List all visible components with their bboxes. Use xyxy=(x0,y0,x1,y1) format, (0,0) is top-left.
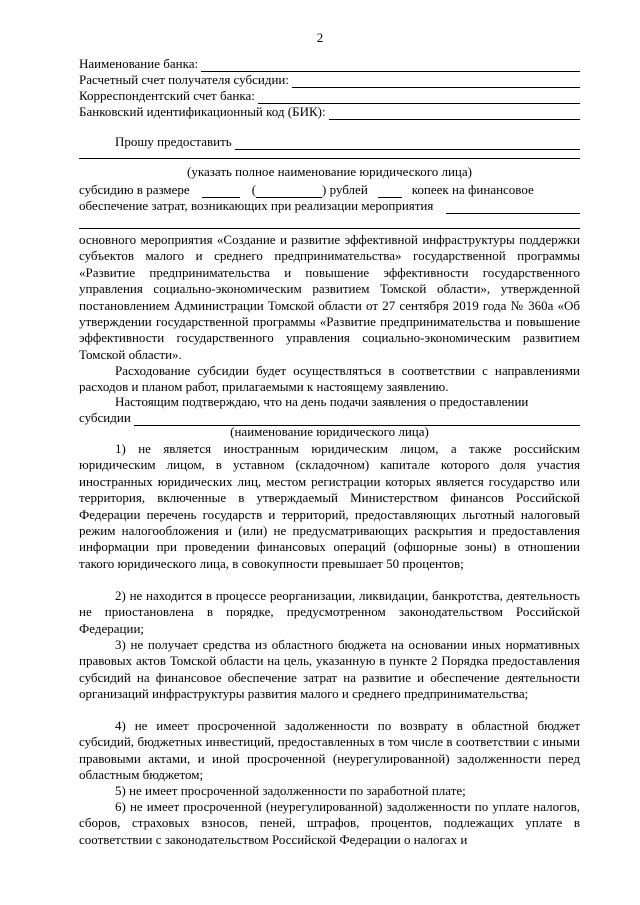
amount-number-blank[interactable] xyxy=(202,186,240,198)
request-label: Прошу предоставить xyxy=(115,133,232,149)
request-field xyxy=(115,134,580,150)
confirm-text-2: субсидии xyxy=(79,409,131,425)
item-3: 3) не получает средства из областного бюджета на основании иных нормативных правовых актов Томской области на цель, указанную в пункте 2 Порядка предоставления субсидий на финансовое обеспечение затрат на развитие и обеспечение деятельности организаций инфраструктуры развития малого и среднего предпринимательства; xyxy=(79,637,580,702)
confirm-line-1 xyxy=(115,394,580,410)
confirm-caption: (наименование юридического лица) xyxy=(230,424,429,439)
bank-name-field xyxy=(79,56,580,72)
page-number: 2 xyxy=(316,30,324,45)
confirm-text-1: Настоящим подтверждаю, что на день подачи заявления о предоставлении xyxy=(115,393,529,409)
spending-paragraph: Расходование субсидии будет осуществляться в соответствии с направлениями расходов и планом работ, прилагаемыми к настоящему заявлению. xyxy=(79,363,580,395)
account-blank[interactable] xyxy=(292,75,580,88)
purpose-label: обеспечение затрат, возникающих при реализации мероприятия xyxy=(79,197,434,213)
amount-words-blank[interactable] xyxy=(256,186,322,198)
request-blank-line-2[interactable] xyxy=(79,158,580,159)
item-1: 1) не является иностранным юридическим лицом, а также российским юридическим лицом, в уставном (складочном) капитале которого доля участия иностранных юридических лиц, местом регистрации которых является государство или территория, включенные в утверждаемый Министерством финансов Российской Федерации перечень государств и территорий, предоставляющих льготный налоговый режим налогообложения и (или) не предусматривающих раскрытия и предоставления информации при проведении финансовых операций (офшорные зоны) в отношении такого юридического лица, в совокупности превышает 50 процентов; xyxy=(79,441,580,571)
corr-account-label: Корреспондентский счет банка: xyxy=(79,87,255,103)
bank-name-label: Наименование банка: xyxy=(79,55,199,71)
purpose-field xyxy=(79,198,580,214)
main-event-paragraph: основного мероприятия «Создание и развитие эффективной инфраструктуры поддержки субъектов малого и среднего предпринимательства» государственной программы «Развитие предпринимательства и повышение эффективности государственного управления социально-экономическим развитием Томской области», утвержденной постановлением Администрации Томской области от 27 сентября 2019 года № 360а «Об утверждении государственной программы «Развитие предпринимательства и повышение эффективности государственного управления социально-экономическим развитием Томской области». xyxy=(79,232,580,362)
account-label: Расчетный счет получателя субсидии: xyxy=(79,71,289,87)
item-5: 5) не имеет просроченной задолженности по заработной плате; xyxy=(115,783,466,798)
amount-rub: ) рублей xyxy=(322,181,368,197)
item-4: 4) не имеет просроченной задолженности по возврату в областной бюджет субсидий, бюджетных инвестиций, предоставленных в том числе в соответствии с иными правовыми актами, и иной просроченной (неурегулированной) задолженности перед областным бюджетом; xyxy=(79,718,580,783)
amount-line xyxy=(79,182,580,198)
amount-kop-blank[interactable] xyxy=(378,186,402,198)
bik-field xyxy=(79,104,580,120)
request-blank[interactable] xyxy=(235,137,580,150)
item-2: 2) не находится в процессе реорганизации, ликвидации, банкротства, деятельность не приостановлена в порядке, предусмотренном законодательством Российской Федерации; xyxy=(79,588,580,636)
amount-start: субсидию в размере xyxy=(79,181,190,197)
purpose-blank[interactable] xyxy=(446,201,580,214)
bik-blank[interactable] xyxy=(329,107,580,120)
amount-kop: копеек на финансовое xyxy=(411,181,534,197)
purpose-blank-line-2[interactable] xyxy=(79,228,580,229)
account-field xyxy=(79,72,580,88)
item-6: 6) не имеет просроченной (неурегулированной) задолженности по уплате налогов, сборов, страховых взносов, пеней, штрафов, процентов, подлежащих уплате в соответствии с законодательством Российской Федерации о налогах и xyxy=(79,799,580,847)
corr-account-blank[interactable] xyxy=(258,91,580,104)
amount-paren-open: ( xyxy=(251,181,257,197)
request-caption: (указать полное наименование юридического лица) xyxy=(187,164,472,179)
bank-name-blank[interactable] xyxy=(201,59,580,72)
bik-label: Банковский идентификационный код (БИК): xyxy=(79,103,326,119)
corr-account-field xyxy=(79,88,580,104)
